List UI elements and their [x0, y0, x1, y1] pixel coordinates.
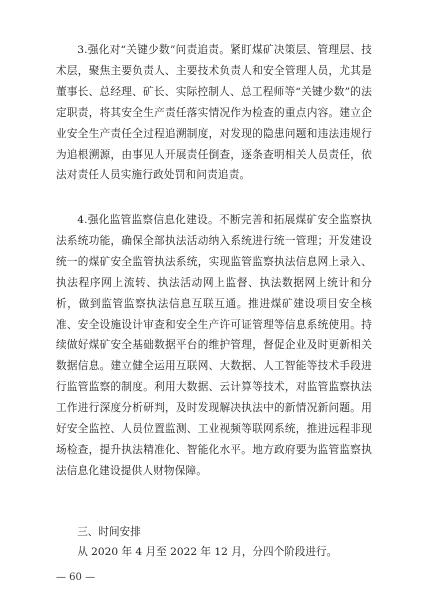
paragraph-schedule: 从 2020 年 4 月至 2022 年 12 月，分四个阶段进行。 — [77, 546, 338, 558]
paragraph-key-minority-accountability: 3.强化对“关键少数”问责追责。紧盯煤矿决策层、管理层、技术层，聚焦主要负责人、主要技术负责人和安全管理人员，尤其是董事长、总经理、矿长、实际控制人、总工程师等“关键少数”的法定职责，将其安全生产责任落实情况作为检查的重点内容。建立企业安全生产责任全过程追溯制度，对发现的隐患问题和违法违规行为追根溯源，由事见人开展责任倒查，逐条查明相关人员责任，依法对责任人员实施行政处罚和问责追责。 — [56, 44, 372, 182]
paragraph-informatization: 4.强化监管监察信息化建设。不断完善和拓展煤矿安全监察执法系统功能，确保全部执法活动纳入系统进行统一管理；开发建设统一的煤矿安全监管执法系统，实现监管监察执法信息网上录入、执法程序网上流转、执法活动网上监督、执法数据网上统计和分析，做到监管监察执法信息互联互通。推进煤矿建设项目安全核准、安全设施设计审查和安全生产许可证管理等信息系统使用。持续做好煤矿安全基础数据平台的维护管理，督促企业及时更新相关数据信息。建立健全运用互联网、大数据、人工智能等技术手段进行监管监察的制度。利用大数据、云计算等技术，对监管监察执法工作进行深度分析研判，及时发现解决执法中的新情况新问题。用好安全监控、人员位置监测、工业视频等联网系统，推进远程非现场检查，提升执法精准化、智能化水平。地方政府要为监管监察执法信息化建设提供人财物保障。 — [56, 214, 372, 477]
section-heading-schedule: 三、时间安排 — [77, 526, 141, 538]
page-number: — 60 — — [56, 572, 96, 583]
